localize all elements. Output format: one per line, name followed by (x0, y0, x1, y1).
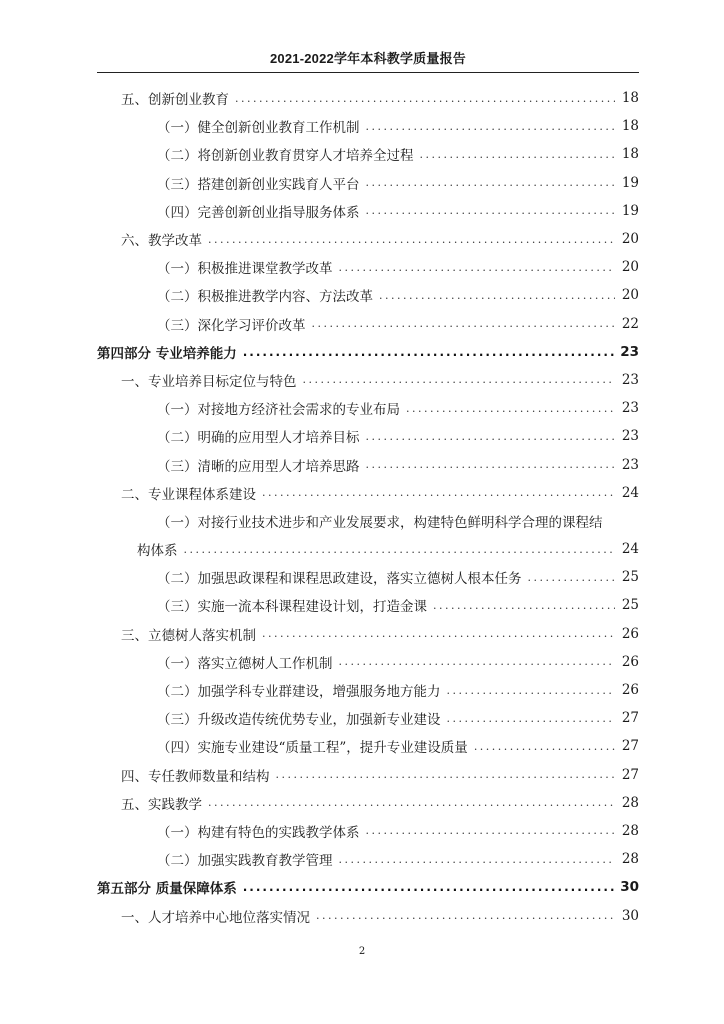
toc-entry-title: 构体系 (137, 543, 178, 560)
dot-leader (447, 713, 616, 724)
dot-leader (366, 431, 616, 442)
dot-leader (339, 656, 616, 667)
toc-entry-title: （一）构建有特色的实践教学体系 (157, 824, 360, 841)
dot-leader (366, 121, 616, 132)
toc-entry-title: 五、实践教学 (121, 796, 202, 813)
toc-entry-title: 四、专任教师数量和结构 (121, 768, 270, 785)
toc-entry-title: 第五部分 质量保障体系 (97, 881, 237, 898)
toc-entry[interactable] (97, 704, 639, 732)
dot-leader (235, 93, 615, 104)
toc-entry[interactable] (97, 845, 639, 873)
toc-entry[interactable] (97, 450, 639, 478)
toc-page-number: 27 (621, 710, 639, 727)
toc-page-number: 20 (621, 259, 639, 276)
toc-entry[interactable] (97, 225, 639, 253)
toc-entry[interactable] (97, 84, 639, 112)
toc-entry[interactable] (97, 789, 639, 817)
toc-entry-title: （一）对接地方经济社会需求的专业布局 (157, 402, 400, 419)
dot-leader (447, 685, 616, 696)
dot-leader (339, 262, 616, 273)
dot-leader (474, 741, 615, 752)
toc-page-number: 23 (621, 428, 639, 445)
toc-entry-title: （三）升级改造传统优势专业，加强新专业建设 (157, 712, 441, 729)
header-rule (97, 72, 639, 73)
toc-entry-title: （三）实施一流本科课程建设计划，打造金课 (157, 599, 427, 616)
toc-page-number: 28 (621, 822, 639, 839)
toc-page-number: 28 (621, 794, 639, 811)
toc-entry-title: 三、立德树人落实机制 (121, 627, 256, 644)
toc-entry[interactable] (97, 281, 639, 309)
dot-leader (243, 881, 615, 893)
toc-entry[interactable] (97, 253, 639, 281)
toc-entry[interactable] (97, 901, 639, 929)
toc-entry-title: 一、专业培养目标定位与特色 (121, 373, 297, 390)
dot-leader (366, 177, 616, 188)
dot-leader (303, 374, 616, 385)
toc-entry-title: （四）完善创新创业指导服务体系 (157, 204, 360, 221)
toc-entry-title: （一）健全创新创业教育工作机制 (157, 120, 360, 137)
toc-page-number: 23 (621, 371, 639, 388)
toc-entry[interactable] (97, 732, 639, 760)
toc-entry-title: 第四部分 专业培养能力 (97, 345, 237, 362)
toc-page-number: 24 (621, 484, 639, 501)
toc-page-number: 18 (621, 118, 639, 135)
dot-leader (262, 628, 615, 639)
dot-leader (406, 403, 615, 414)
dot-leader (433, 600, 615, 611)
toc-entry-title: （二）加强学科专业群建设，增强服务地方能力 (157, 684, 441, 701)
dot-leader (184, 544, 616, 555)
toc-entry[interactable] (97, 422, 639, 450)
toc-page-number: 25 (621, 597, 639, 614)
toc-entry[interactable] (97, 676, 639, 704)
toc-page-number: 27 (621, 738, 639, 755)
toc-entry[interactable] (97, 140, 639, 168)
dot-leader (276, 769, 616, 780)
toc-page-number: 18 (621, 90, 639, 107)
dot-leader (262, 487, 615, 498)
dot-leader (316, 910, 615, 921)
toc-page-number: 23 (620, 343, 639, 360)
toc-entry-title: （三）清晰的应用型人才培养思路 (157, 458, 360, 475)
toc-entry-title: 一、人才培养中心地位落实情况 (121, 909, 310, 926)
toc-page-number: 18 (621, 146, 639, 163)
toc-page-number: 27 (621, 766, 639, 783)
toc-entry-title: （四）实施专业建设“质量工程”，提升专业建设质量 (157, 740, 468, 757)
page-number: 2 (358, 946, 366, 957)
toc-entry[interactable] (97, 169, 639, 197)
toc-entry-title: （一）积极推进课堂教学改革 (157, 261, 333, 278)
toc-page-number: 20 (621, 287, 639, 304)
toc-page-number: 26 (621, 653, 639, 670)
toc-entry[interactable] (97, 535, 639, 563)
toc-page-number: 30 (621, 907, 639, 924)
toc-entry-title: （三）搭建创新创业实践育人平台 (157, 176, 360, 193)
toc-entry[interactable] (97, 112, 639, 140)
dot-leader (366, 205, 616, 216)
toc-page-number: 23 (621, 400, 639, 417)
running-header: 2021-2022学年本科教学质量报告 (270, 51, 466, 66)
toc-entry-title: （二）加强实践教育教学管理 (157, 853, 333, 870)
toc-page-number: 19 (621, 174, 639, 191)
dot-leader (339, 854, 616, 865)
toc-page-number: 30 (620, 879, 639, 896)
toc-entry-title: （二）加强思政课程和课程思政建设，落实立德树人根本任务 (157, 571, 522, 588)
dot-leader (243, 346, 615, 358)
toc-page-number: 20 (621, 231, 639, 248)
dot-leader (366, 825, 616, 836)
dot-leader (379, 290, 615, 301)
toc-entry-title: （二）将创新创业教育贯穿人才培养全过程 (157, 148, 414, 165)
toc-page-number: 23 (621, 456, 639, 473)
toc-entry-title: （二）积极推进教学内容、方法改革 (157, 289, 373, 306)
toc-page-number: 28 (621, 851, 639, 868)
toc-entry[interactable] (97, 479, 639, 507)
toc-entry-title: 六、教学改革 (121, 233, 202, 250)
toc-entry[interactable] (97, 394, 639, 422)
toc-entry-title: 二、专业课程体系建设 (121, 486, 256, 503)
toc-entry[interactable] (97, 563, 639, 591)
toc-entry[interactable] (97, 310, 639, 338)
dot-leader (312, 318, 616, 329)
toc-entry-title: 五、创新创业教育 (121, 92, 229, 109)
toc-entry[interactable] (97, 507, 639, 535)
toc-entry[interactable] (97, 197, 639, 225)
dot-leader (420, 149, 616, 160)
toc-page-number: 19 (621, 202, 639, 219)
table-of-contents (97, 84, 639, 930)
toc-entry[interactable] (97, 366, 639, 394)
dot-leader (366, 459, 616, 470)
toc-page-number: 26 (621, 625, 639, 642)
toc-page-number: 22 (621, 315, 639, 332)
dot-leader (528, 572, 616, 583)
toc-entry-title: （一）落实立德树人工作机制 (157, 655, 333, 672)
dot-leader (208, 234, 615, 245)
toc-entry-title: （一）对接行业技术进步和产业发展要求，构建特色鲜明科学合理的课程结 (157, 514, 603, 531)
toc-entry-title: （二）明确的应用型人才培养目标 (157, 430, 360, 447)
toc-page-number: 24 (621, 541, 639, 558)
toc-part-entry[interactable] (97, 338, 639, 366)
toc-entry[interactable] (97, 817, 639, 845)
toc-entry[interactable] (97, 620, 639, 648)
toc-part-entry[interactable] (97, 873, 639, 901)
toc-entry[interactable] (97, 591, 639, 619)
toc-page-number: 25 (621, 569, 639, 586)
dot-leader (208, 797, 615, 808)
toc-entry-title: （三）深化学习评价改革 (157, 317, 306, 334)
toc-entry[interactable] (97, 648, 639, 676)
toc-entry[interactable] (97, 761, 639, 789)
toc-page-number: 26 (621, 682, 639, 699)
